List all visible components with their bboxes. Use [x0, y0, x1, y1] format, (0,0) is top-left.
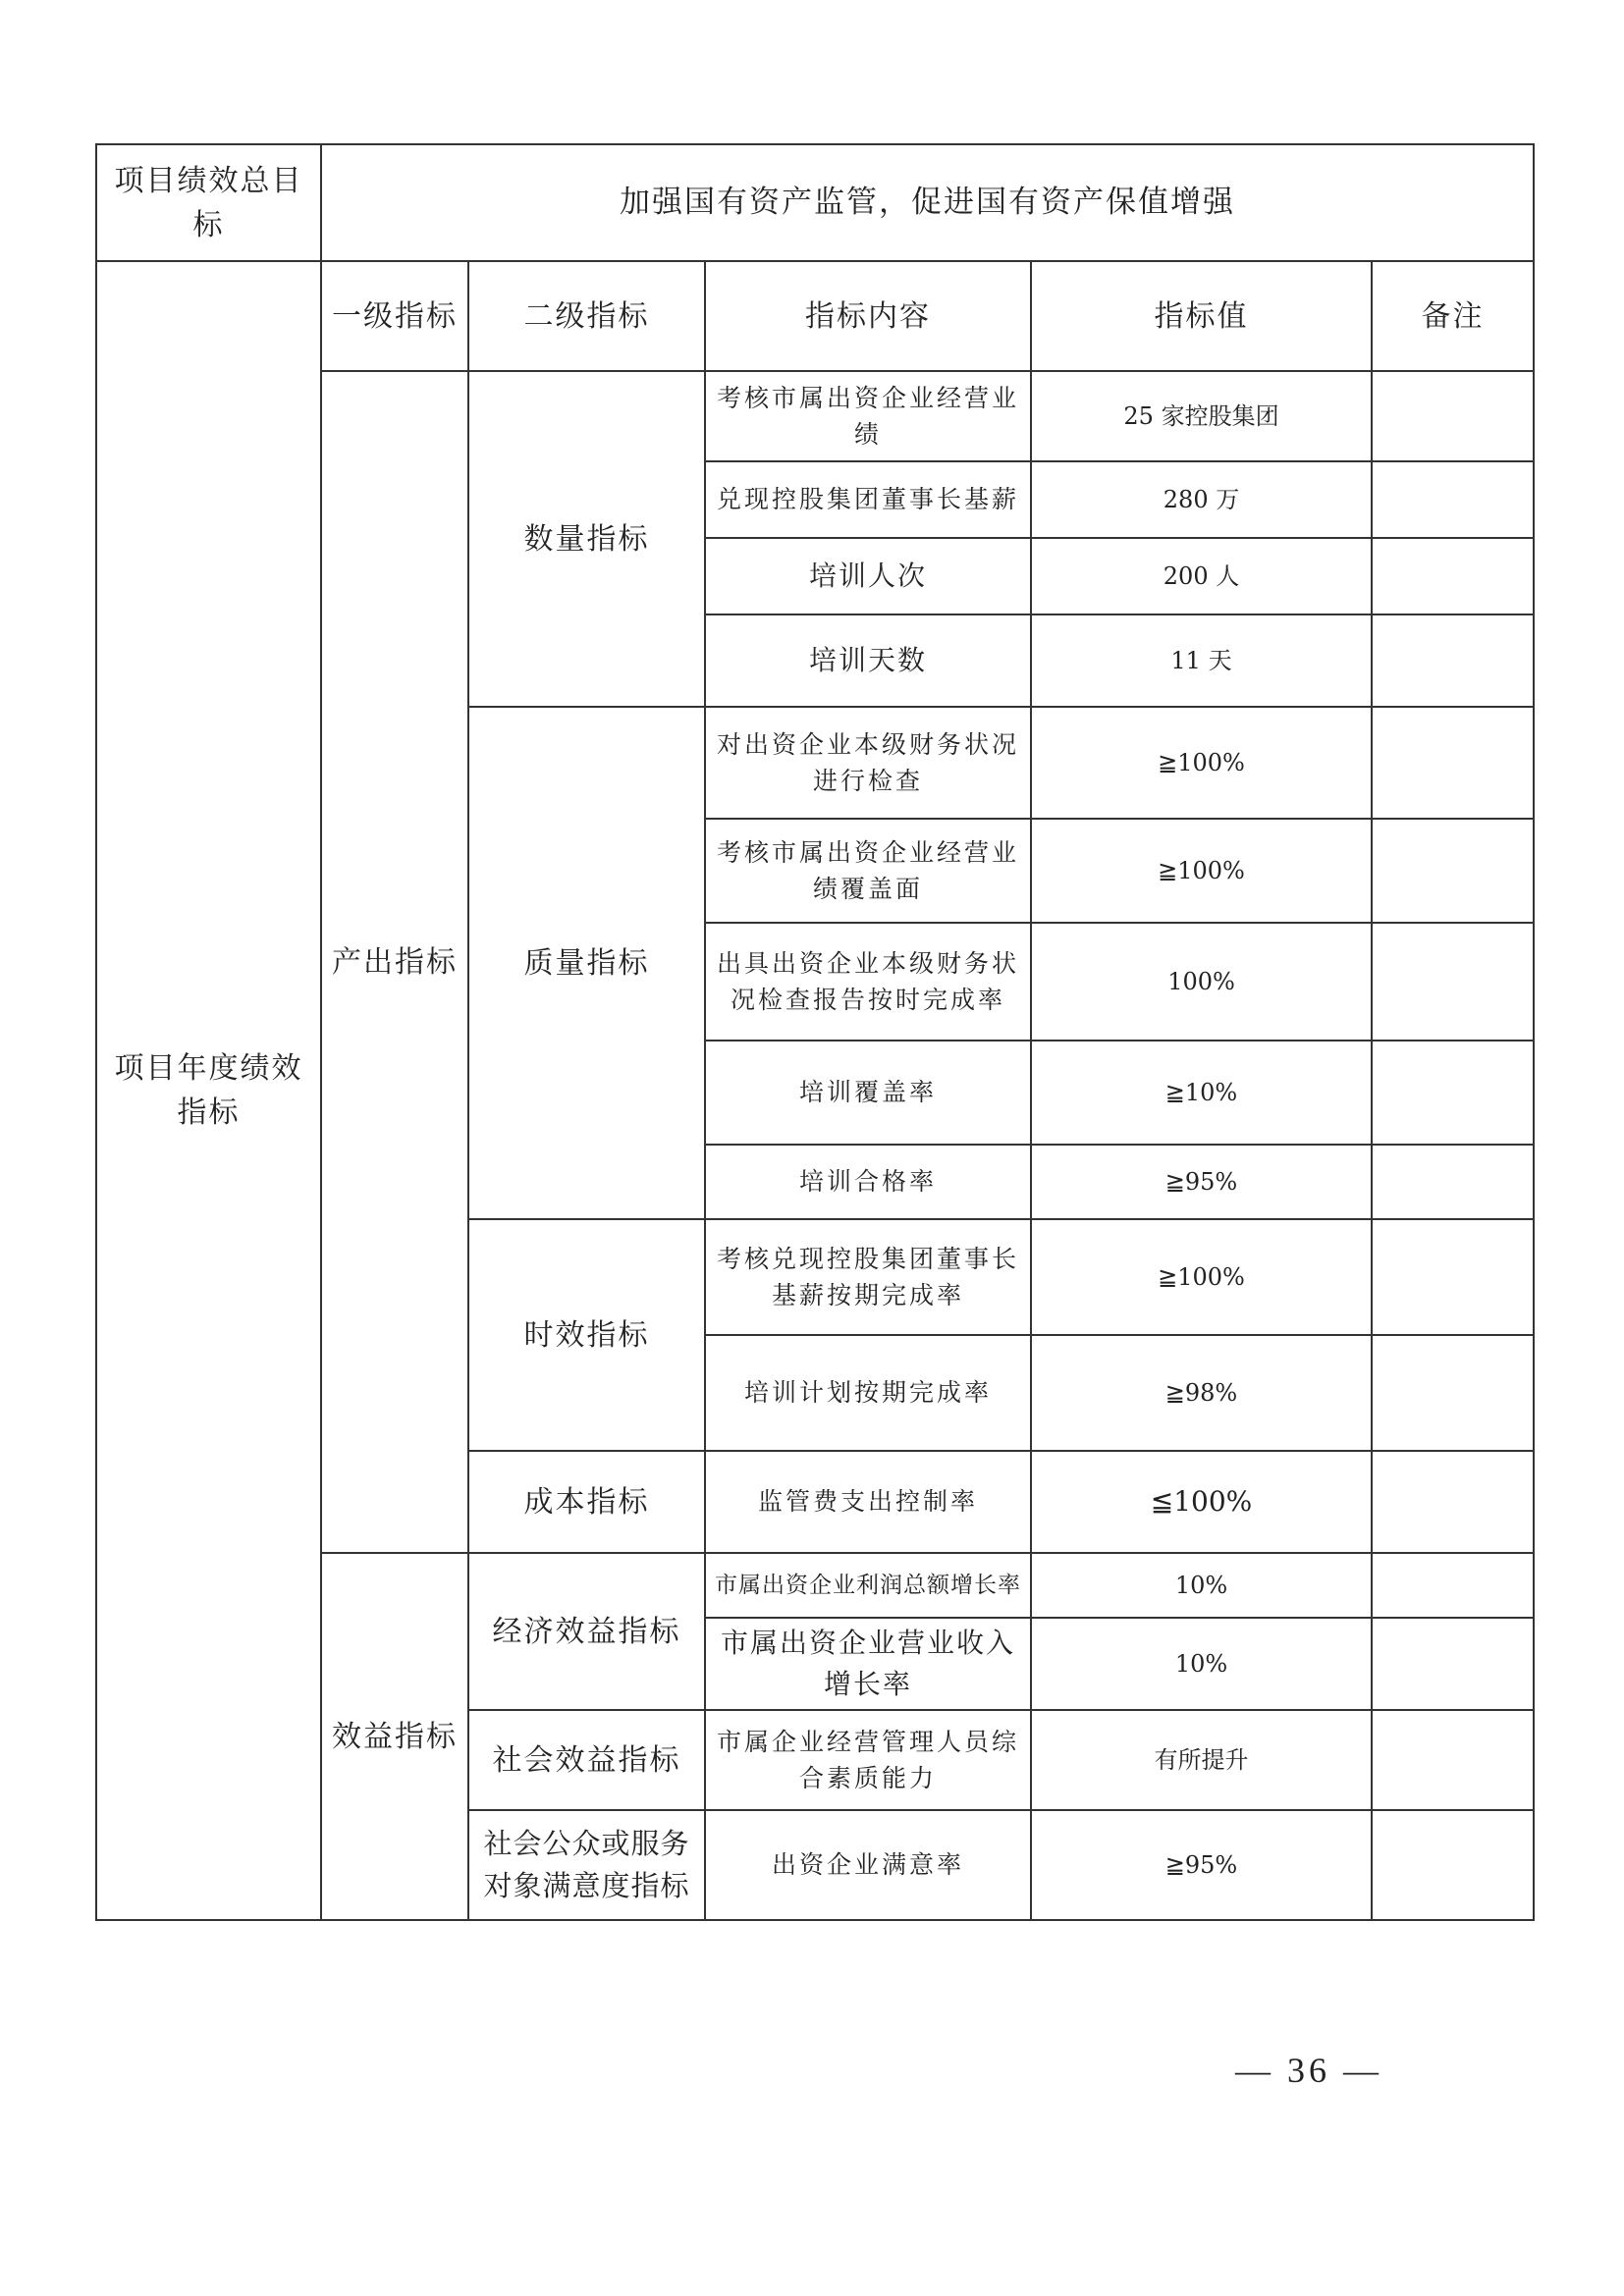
indicator-content: 培训人次 [705, 538, 1031, 614]
indicator-remark [1372, 614, 1534, 707]
performance-table [95, 143, 1535, 1921]
indicator-value: 100% [1031, 923, 1372, 1041]
annual-indicator-label: 项目年度绩效指标 [96, 261, 321, 1920]
indicator-value: 25 家控股集团 [1031, 371, 1372, 461]
indicator-remark [1372, 1710, 1534, 1810]
indicator-content: 培训计划按期完成率 [705, 1335, 1031, 1451]
indicator-content: 考核市属出资企业经营业绩 [705, 371, 1031, 461]
economic-indicator-label: 经济效益指标 [468, 1553, 705, 1710]
indicator-value: 10% [1031, 1553, 1372, 1618]
indicator-value: ≧100% [1031, 1219, 1372, 1335]
quality-indicator-label: 质量指标 [468, 707, 705, 1219]
indicator-remark [1372, 1618, 1534, 1710]
indicator-value: ≧98% [1031, 1335, 1372, 1451]
indicator-value: ≧95% [1031, 1145, 1372, 1219]
header-row [96, 261, 1534, 371]
indicator-content: 市属企业经营管理人员综合素质能力 [705, 1710, 1031, 1810]
indicator-value: ≧100% [1031, 819, 1372, 923]
timeliness-indicator-label: 时效指标 [468, 1219, 705, 1451]
indicator-remark [1372, 1145, 1534, 1219]
cost-indicator-label: 成本指标 [468, 1451, 705, 1553]
indicator-content: 考核市属出资企业经营业绩覆盖面 [705, 819, 1031, 923]
indicator-value: 200 人 [1031, 538, 1372, 614]
indicator-remark [1372, 707, 1534, 819]
goal-label: 项目绩效总目标 [96, 144, 321, 261]
indicator-content: 出资企业满意率 [705, 1810, 1031, 1920]
header-remark: 备注 [1372, 261, 1534, 371]
indicator-remark [1372, 1219, 1534, 1335]
social-indicator-label: 社会效益指标 [468, 1710, 705, 1810]
goal-row [96, 144, 1534, 261]
indicator-value: ≧100% [1031, 707, 1372, 819]
indicator-value: 有所提升 [1031, 1710, 1372, 1810]
indicator-value: ≧95% [1031, 1810, 1372, 1920]
indicator-content: 对出资企业本级财务状况进行检查 [705, 707, 1031, 819]
indicator-content: 考核兑现控股集团董事长基薪按期完成率 [705, 1219, 1031, 1335]
indicator-value: ≧10% [1031, 1041, 1372, 1145]
indicator-content: 市属出资企业利润总额增长率 [705, 1553, 1031, 1618]
indicator-remark [1372, 461, 1534, 538]
indicator-remark [1372, 371, 1534, 461]
indicator-content: 兑现控股集团董事长基薪 [705, 461, 1031, 538]
header-content: 指标内容 [705, 261, 1031, 371]
indicator-remark [1372, 923, 1534, 1041]
indicator-value: ≦100% [1031, 1451, 1372, 1553]
indicator-content: 出具出资企业本级财务状况检查报告按时完成率 [705, 923, 1031, 1041]
page-number: — 36 — [1235, 2051, 1382, 2090]
indicator-value: 280 万 [1031, 461, 1372, 538]
indicator-content: 培训天数 [705, 614, 1031, 707]
indicator-content: 培训覆盖率 [705, 1041, 1031, 1145]
indicator-remark [1372, 1451, 1534, 1553]
header-level2: 二级指标 [468, 261, 705, 371]
indicator-remark [1372, 1810, 1534, 1920]
indicator-remark [1372, 819, 1534, 923]
indicator-value: 10% [1031, 1618, 1372, 1710]
header-level1: 一级指标 [321, 261, 468, 371]
indicator-remark [1372, 1335, 1534, 1451]
indicator-content: 培训合格率 [705, 1145, 1031, 1219]
indicator-remark [1372, 1553, 1534, 1618]
header-value: 指标值 [1031, 261, 1372, 371]
satisfaction-indicator-label: 社会公众或服务对象满意度指标 [468, 1810, 705, 1920]
goal-text: 加强国有资产监管，促进国有资产保值增强 [321, 144, 1534, 261]
indicator-value: 11 天 [1031, 614, 1372, 707]
indicator-remark [1372, 538, 1534, 614]
benefit-indicator-label: 效益指标 [321, 1553, 468, 1920]
indicator-content: 监管费支出控制率 [705, 1451, 1031, 1553]
quantity-indicator-label: 数量指标 [468, 371, 705, 707]
output-indicator-label: 产出指标 [321, 371, 468, 1553]
indicator-content: 市属出资企业营业收入增长率 [705, 1618, 1031, 1710]
indicator-remark [1372, 1041, 1534, 1145]
